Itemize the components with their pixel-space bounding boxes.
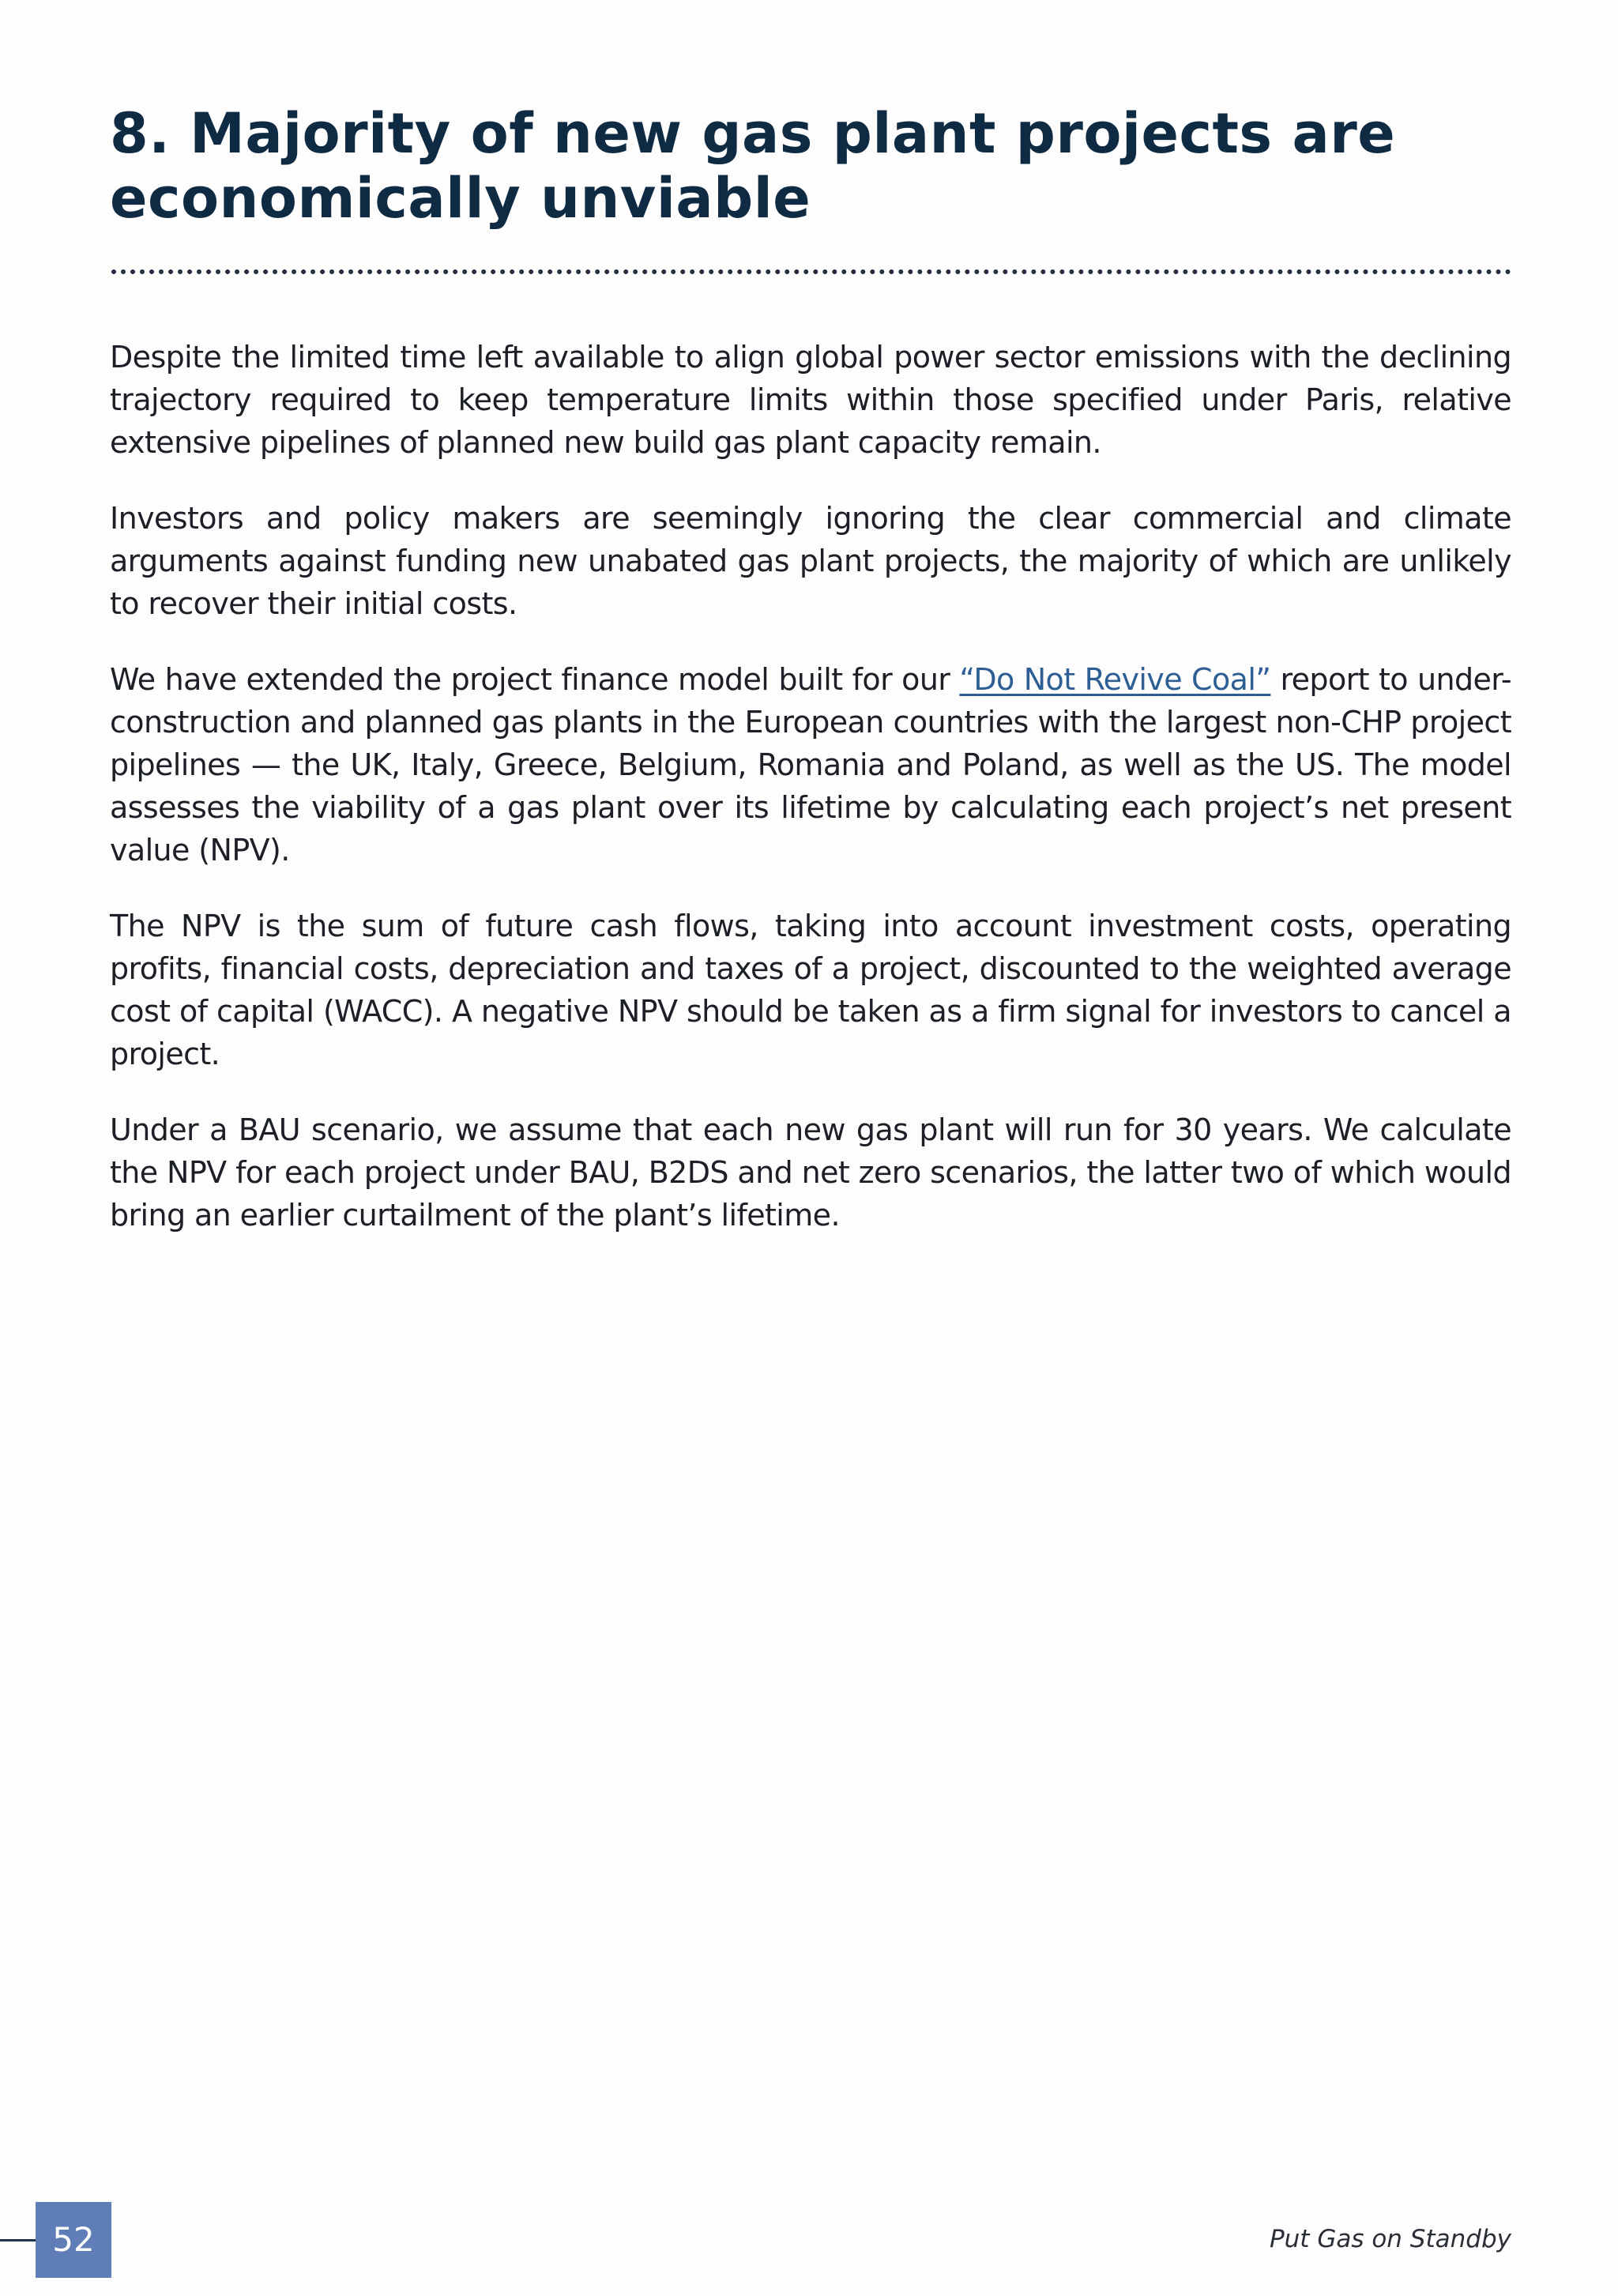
paragraph-3-rest: report to under-construction and planned gas plants in the European countries with the largest non-CHP project pipelines — the UK, Italy, Greece, Belgium, Romania and Poland, as well as the US. The model assesses the viability of a gas plant over its lifetime by calculating each project’s net present value (NPV). — [110, 662, 1511, 868]
paragraph-3-intro: We have extended the project finance model built for our — [110, 662, 960, 697]
section-heading: 8. Majority of new gas plant projects are economically unviable — [110, 101, 1396, 231]
report-title: Put Gas on Standby — [1269, 2225, 1511, 2253]
paragraph-5: Under a BAU scenario, we assume that each new gas plant will run for 30 years. We calculate the NPV for each project under BAU, B2DS and net zero scenarios, the latter two of which would bring an earlier curtailment of the plant’s lifetime. — [110, 1112, 1511, 1233]
footer-rule — [0, 2239, 36, 2241]
dotted-divider — [111, 269, 1511, 274]
paragraph-2: Investors and policy makers are seemingly ignoring the clear commercial and climate arguments against funding new unabated gas plant projects, the majority of which are unlikely to recover their initial costs. — [110, 501, 1511, 621]
body-text — [110, 336, 1511, 1270]
page-number: 52 — [36, 2202, 111, 2278]
paragraph-1: Despite the limited time left available to align global power sector emissions with the declining trajectory required to keep temperature limits within those specified under Paris, relative extensive pipelines of planned new build gas plant capacity remain. — [110, 340, 1511, 460]
paragraph-4: The NPV is the sum of future cash flows, taking into account investment costs, operating profits, financial costs, depreciation and taxes of a project, discounted to the weighted average cost of capital (WACC). A negative NPV should be taken as a firm signal for investors to cancel a project. — [110, 909, 1511, 1071]
do-not-revive-coal-link[interactable]: “Do Not Revive Coal” — [959, 662, 1271, 697]
paragraph-3 — [110, 658, 1511, 871]
